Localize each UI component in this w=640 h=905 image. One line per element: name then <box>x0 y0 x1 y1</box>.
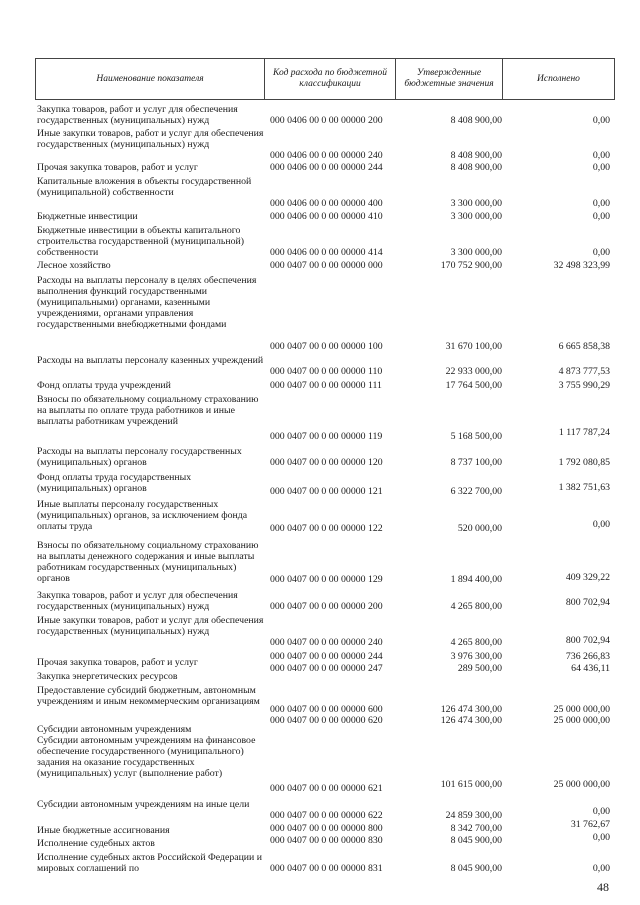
row-name: Иные выплаты персоналу государственных (муниципальных) органов, за исключением фонда оплаты труда <box>37 499 248 532</box>
row-code: 000 0407 00 0 00 00000 831 <box>270 863 383 874</box>
row-executed: 32 498 323,99 <box>553 260 610 271</box>
row-code: 000 0407 00 0 00 00000 247 <box>270 663 383 674</box>
row-approved: 8 408 900,00 <box>450 115 502 126</box>
row-code: 000 0407 00 0 00 00000 100 <box>270 341 383 352</box>
row-name: Прочая закупка товаров, работ и услуг <box>37 657 198 668</box>
row-name: Закупка товаров, работ и услуг для обеспечения государственных (муниципальных) нужд <box>37 590 238 612</box>
row-name: Расходы на выплаты персоналу казенных учреждений <box>37 355 264 366</box>
row-code: 000 0406 00 0 00 00000 244 <box>270 162 383 173</box>
row-executed: 25 000 000,00 <box>553 715 610 726</box>
row-name: Расходы на выплаты персоналу в целях обеспечения выполнения функций государственными (муниципальными) органами, казенными учреждениями, органами управления государственными внебюджетными фондами <box>37 275 257 330</box>
row-executed: 64 436,11 <box>571 663 610 674</box>
row-code: 000 0406 00 0 00 00000 200 <box>270 115 383 126</box>
row-approved: 101 615 000,00 <box>440 779 502 790</box>
row-approved: 3 300 000,00 <box>450 247 502 258</box>
row-approved: 8 408 900,00 <box>450 162 502 173</box>
row-code: 000 0407 00 0 00 00000 129 <box>270 574 383 585</box>
row-code: 000 0407 00 0 00 00000 110 <box>270 366 383 377</box>
row-name: Закупка товаров, работ и услуг для обеспечения государственных (муниципальных) нужд <box>37 104 238 126</box>
row-code: 000 0407 00 0 00 00000 122 <box>270 523 383 534</box>
row-name: Прочая закупка товаров, работ и услуг <box>37 162 198 173</box>
header-code: Код расхода по бюджетной классификации <box>265 59 396 99</box>
row-name: Фонд оплаты труда учреждений <box>37 380 171 391</box>
row-executed: 0,00 <box>592 211 610 222</box>
row-approved: 170 752 900,00 <box>440 260 502 271</box>
row-approved: 8 045 900,00 <box>450 863 502 874</box>
row-approved: 126 474 300,00 <box>440 715 502 726</box>
row-executed: 31 762,67 <box>570 819 610 830</box>
row-executed: 800 702,94 <box>565 635 610 646</box>
row-name: Субсидии автономным учреждениям <box>37 724 192 735</box>
row-executed: 0,00 <box>592 150 610 161</box>
row-code: 000 0407 00 0 00 00000 620 <box>270 715 383 726</box>
row-name: Фонд оплаты труда государственных (муниципальных) органов <box>37 472 192 494</box>
row-name: Исполнение судебных актов Российской Федерации и мировых соглашений по <box>37 852 262 874</box>
row-name: Субсидии автономным учреждениям на финансовое обеспечение государственного (муниципального) задания на оказание государственных (муниципальных) услуг (выполнение работ) <box>37 735 256 779</box>
row-code: 000 0407 00 0 00 00000 600 <box>270 704 383 715</box>
row-code: 000 0406 00 0 00 00000 414 <box>270 247 383 258</box>
row-name: Капитальные вложения в объекты государственной (муниципальной) собственности <box>37 176 252 198</box>
row-approved: 4 265 800,00 <box>450 601 502 612</box>
row-executed: 0,00 <box>592 162 610 173</box>
row-code: 000 0407 00 0 00 00000 621 <box>270 783 383 794</box>
row-executed: 6 665 858,38 <box>558 341 610 352</box>
row-executed: 25 000 000,00 <box>553 704 610 715</box>
row-code: 000 0407 00 0 00 00000 244 <box>270 651 383 662</box>
row-executed: 800 702,94 <box>565 597 610 608</box>
row-name: Предоставление субсидий бюджетным, автономным учреждениям и иным некоммерческим организациям <box>37 685 260 707</box>
page-number: 48 <box>597 880 609 894</box>
row-name: Иные бюджетные ассигнования <box>37 825 170 836</box>
row-name: Бюджетные инвестиции <box>37 211 138 222</box>
row-code: 000 0407 00 0 00 00000 800 <box>270 823 383 834</box>
row-approved: 3 976 300,00 <box>450 651 502 662</box>
row-name: Иные закупки товаров, работ и услуг для обеспечения государственных (муниципальных) нужд <box>37 615 264 637</box>
row-executed: 1 117 787,24 <box>558 427 610 438</box>
row-executed: 0,00 <box>592 115 610 126</box>
row-executed: 1 382 751,63 <box>558 482 610 493</box>
row-approved: 4 265 800,00 <box>450 637 502 648</box>
row-approved: 6 322 700,00 <box>450 486 502 497</box>
row-approved: 126 474 300,00 <box>440 704 502 715</box>
row-approved: 3 300 000,00 <box>450 211 502 222</box>
row-name: Взносы по обязательному социальному страхованию на выплаты по оплате труда работников и иные выплаты работникам учреждений <box>37 394 259 427</box>
row-approved: 17 764 500,00 <box>445 380 502 391</box>
row-approved: 24 859 300,00 <box>445 810 502 821</box>
row-executed: 0,00 <box>592 198 610 209</box>
row-approved: 3 300 000,00 <box>450 198 502 209</box>
row-code: 000 0407 00 0 00 00000 200 <box>270 601 383 612</box>
row-name: Бюджетные инвестиции в объекты капитального строительства государственной (муниципальной) собственности <box>37 225 244 258</box>
row-executed: 0,00 <box>592 247 610 258</box>
row-executed: 409 329,22 <box>565 572 610 583</box>
row-code: 000 0407 00 0 00 00000 000 <box>270 260 383 271</box>
row-executed: 0,00 <box>592 863 610 874</box>
row-name: Лесное хозяйство <box>37 260 111 271</box>
row-approved: 31 670 100,00 <box>445 341 502 352</box>
row-approved: 5 168 500,00 <box>450 431 502 442</box>
row-approved: 1 894 400,00 <box>450 574 502 585</box>
row-name: Закупка энергетических ресурсов <box>37 671 178 682</box>
row-executed: 4 873 777,53 <box>558 366 610 377</box>
row-code: 000 0407 00 0 00 00000 622 <box>270 810 383 821</box>
row-code: 000 0407 00 0 00 00000 120 <box>270 457 383 468</box>
row-code: 000 0407 00 0 00 00000 121 <box>270 486 383 497</box>
row-code: 000 0407 00 0 00 00000 111 <box>270 380 382 391</box>
row-executed: 25 000 000,00 <box>553 779 610 790</box>
row-name: Исполнение судебных актов <box>37 838 155 849</box>
row-name: Иные закупки товаров, работ и услуг для обеспечения государственных (муниципальных) нужд <box>37 128 264 150</box>
row-approved: 8 737 100,00 <box>450 457 502 468</box>
row-approved: 8 408 900,00 <box>450 150 502 161</box>
row-name: Субсидии автономным учреждениям на иные цели <box>37 799 250 810</box>
row-approved: 8 342 700,00 <box>450 823 502 834</box>
row-executed: 0,00 <box>592 832 610 843</box>
row-approved: 289 500,00 <box>457 663 502 674</box>
row-approved: 22 933 000,00 <box>445 366 502 377</box>
row-name: Расходы на выплаты персоналу государственных (муниципальных) органов <box>37 446 242 468</box>
row-executed: 1 792 080,85 <box>558 457 610 468</box>
row-code: 000 0407 00 0 00 00000 830 <box>270 835 383 846</box>
row-code: 000 0407 00 0 00 00000 240 <box>270 637 383 648</box>
row-approved: 520 000,00 <box>457 523 502 534</box>
header-approved: Утвержденные бюджетные значения <box>396 59 503 99</box>
row-executed: 3 755 990,29 <box>558 380 610 391</box>
row-executed: 0,00 <box>592 519 610 530</box>
header-name: Наименование показателя <box>36 59 265 99</box>
row-code: 000 0406 00 0 00 00000 240 <box>270 150 383 161</box>
row-code: 000 0406 00 0 00 00000 400 <box>270 198 383 209</box>
row-approved: 8 045 900,00 <box>450 835 502 846</box>
header-executed: Исполнено <box>537 73 580 84</box>
row-executed: 736 266,83 <box>565 651 610 662</box>
row-executed: 0,00 <box>592 806 610 817</box>
row-name: Взносы по обязательному социальному страхованию на выплаты денежного содержания и иные выплаты работникам государственных (муниципальных) органов <box>37 540 259 584</box>
row-code: 000 0406 00 0 00 00000 410 <box>270 211 383 222</box>
row-code: 000 0407 00 0 00 00000 119 <box>270 431 383 442</box>
